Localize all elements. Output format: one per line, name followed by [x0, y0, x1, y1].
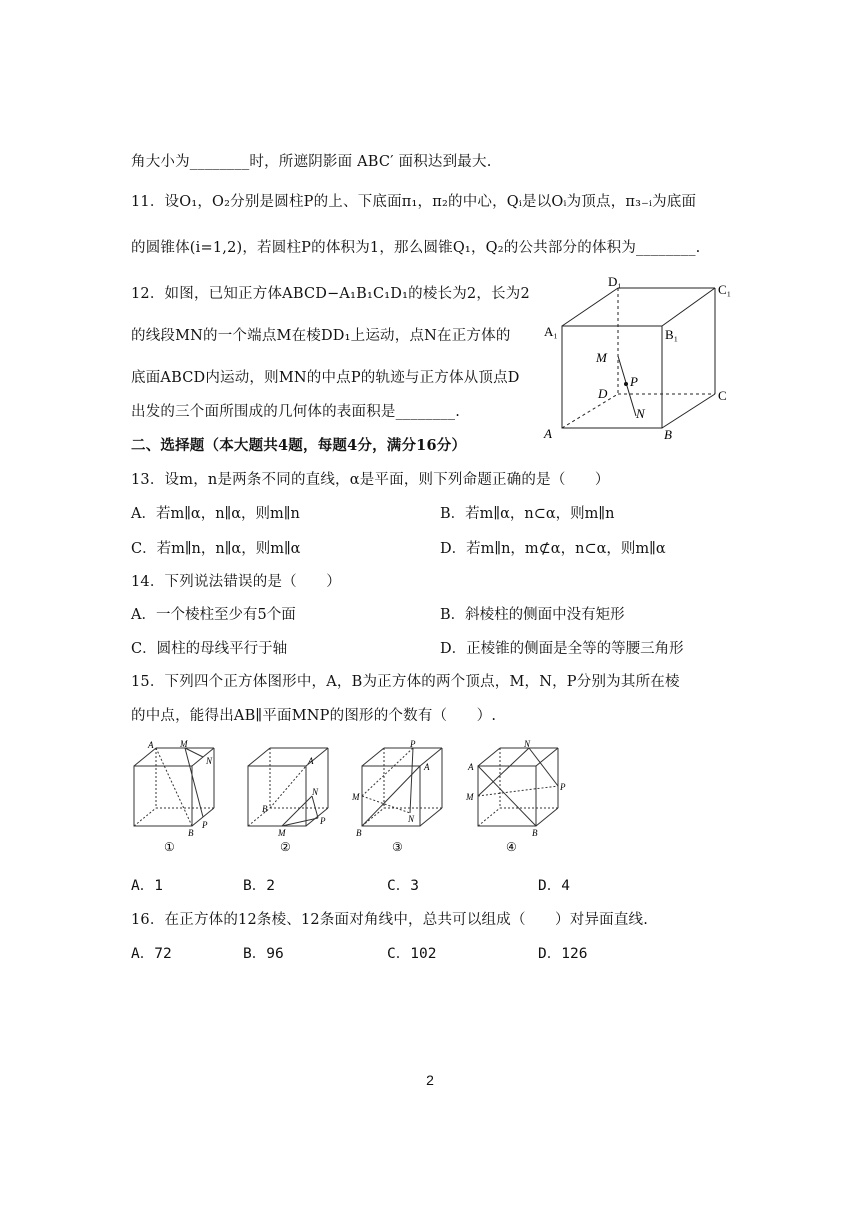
caption-4: ④: [506, 840, 517, 854]
q13-option-c: C．若m∥n，n∥α，则m∥α: [131, 541, 301, 557]
q14-option-b: B．斜棱柱的侧面中没有矩形: [440, 607, 625, 623]
q12-line3: 底面ABCD内运动，则MN的中点P的轨迹与正方体从顶点D: [131, 370, 520, 386]
svg-text:B: B: [532, 828, 538, 838]
svg-text:A: A: [424, 762, 430, 772]
section-2-heading: 二、选择题（本大题共4题，每题4分，满分16分）: [131, 437, 467, 454]
label-d: D: [598, 386, 608, 401]
q15-figure-2: [242, 738, 342, 856]
q13-option-b: B．若m∥α，n⊂α，则m∥n: [440, 506, 615, 522]
q11-line1: 11．设O₁，O₂分别是圆柱P的上、下底面π₁，π₂的中心，Qᵢ是以Oᵢ为顶点，π₃₋ᵢ为底面: [131, 194, 697, 210]
q16-option-a: A．72: [131, 946, 172, 962]
label-p: P: [630, 374, 638, 389]
svg-text:A: A: [468, 762, 474, 772]
label-c1: C₁: [718, 282, 732, 297]
q15-line2: 的中点，能得出AB∥平面MNP的图形的个数有（ ）.: [131, 708, 497, 724]
svg-text:M: M: [278, 828, 286, 838]
q13-stem: 13．设m，n是两条不同的直线，α是平面，则下列命题正确的是（ ）: [131, 472, 610, 488]
svg-text:N: N: [312, 787, 319, 797]
label-n: N: [636, 406, 645, 421]
svg-text:P: P: [202, 820, 208, 830]
svg-text:B: B: [188, 828, 194, 838]
label-d1: D₁: [608, 276, 622, 289]
caption-3: ③: [392, 840, 403, 854]
caption-1: ①: [164, 840, 175, 854]
svg-text:P: P: [410, 739, 416, 749]
svg-text:A: A: [308, 756, 314, 766]
svg-text:M: M: [180, 739, 188, 749]
q15-line1: 15．下列四个正方体图形中，A，B为正方体的两个顶点，M，N，P分别为其所在棱: [131, 674, 680, 690]
q15-option-b: B．2: [243, 878, 275, 894]
page-number: 2: [426, 1072, 434, 1088]
q16-option-b: B．96: [243, 946, 284, 962]
svg-text:M: M: [466, 792, 474, 802]
q15-figure-3: [350, 738, 450, 856]
q16-option-c: C．102: [387, 946, 437, 962]
q16-stem: 16．在正方体的12条棱、12条面对角线中，总共可以组成（ ）对异面直线.: [131, 912, 649, 928]
q10-tail: 角大小为________时，所遮阴影面 ABC′ 面积达到最大.: [131, 154, 492, 170]
label-a1: A₁: [544, 324, 558, 339]
q13-option-a: A．若m∥α，n∥α，则m∥n: [131, 506, 300, 522]
q13-option-d: D．若m∥n，m⊄α，n⊂α，则m∥α: [440, 541, 666, 557]
q15-figure-1: [128, 738, 228, 856]
label-m: M: [596, 350, 607, 365]
svg-text:N: N: [408, 814, 415, 824]
label-c: C: [718, 388, 727, 403]
caption-2: ②: [280, 840, 291, 854]
q12-line1: 12．如图，已知正方体ABCD−A₁B₁C₁D₁的棱长为2，长为2: [131, 286, 530, 302]
svg-text:B: B: [262, 804, 268, 814]
q15-figure-4: [462, 738, 572, 856]
svg-text:P: P: [320, 816, 326, 826]
svg-text:M: M: [352, 792, 360, 802]
label-b1: B₁: [665, 327, 679, 342]
svg-text:N: N: [524, 739, 531, 749]
label-b: B: [664, 427, 672, 442]
q14-option-a: A．一个棱柱至少有5个面: [131, 607, 296, 623]
svg-text:A: A: [148, 740, 154, 750]
q12-line4: 出发的三个面所围成的几何体的表面积是________.: [131, 404, 461, 420]
q15-option-a: A．1: [131, 878, 163, 894]
q15-option-d: D．4: [538, 878, 570, 894]
q15-option-c: C．3: [387, 878, 419, 894]
q11-line2: 的圆锥体(i=1,2)，若圆柱P的体积为1，那么圆锥Q₁，Q₂的公共部分的体积为________.: [131, 240, 701, 256]
q16-option-d: D．126: [538, 946, 588, 962]
svg-text:B: B: [356, 828, 362, 838]
q14-stem: 14．下列说法错误的是（ ）: [131, 574, 341, 590]
q12-cube-figure: [540, 276, 740, 444]
svg-text:P: P: [560, 782, 566, 792]
q12-line2: 的线段MN的一个端点M在棱DD₁上运动，点N在正方体的: [131, 328, 511, 344]
q14-option-d: D．正棱锥的侧面是全等的等腰三角形: [440, 641, 684, 657]
q14-option-c: C．圆柱的母线平行于轴: [131, 641, 288, 657]
svg-text:N: N: [206, 756, 213, 766]
label-a: A: [544, 426, 552, 441]
